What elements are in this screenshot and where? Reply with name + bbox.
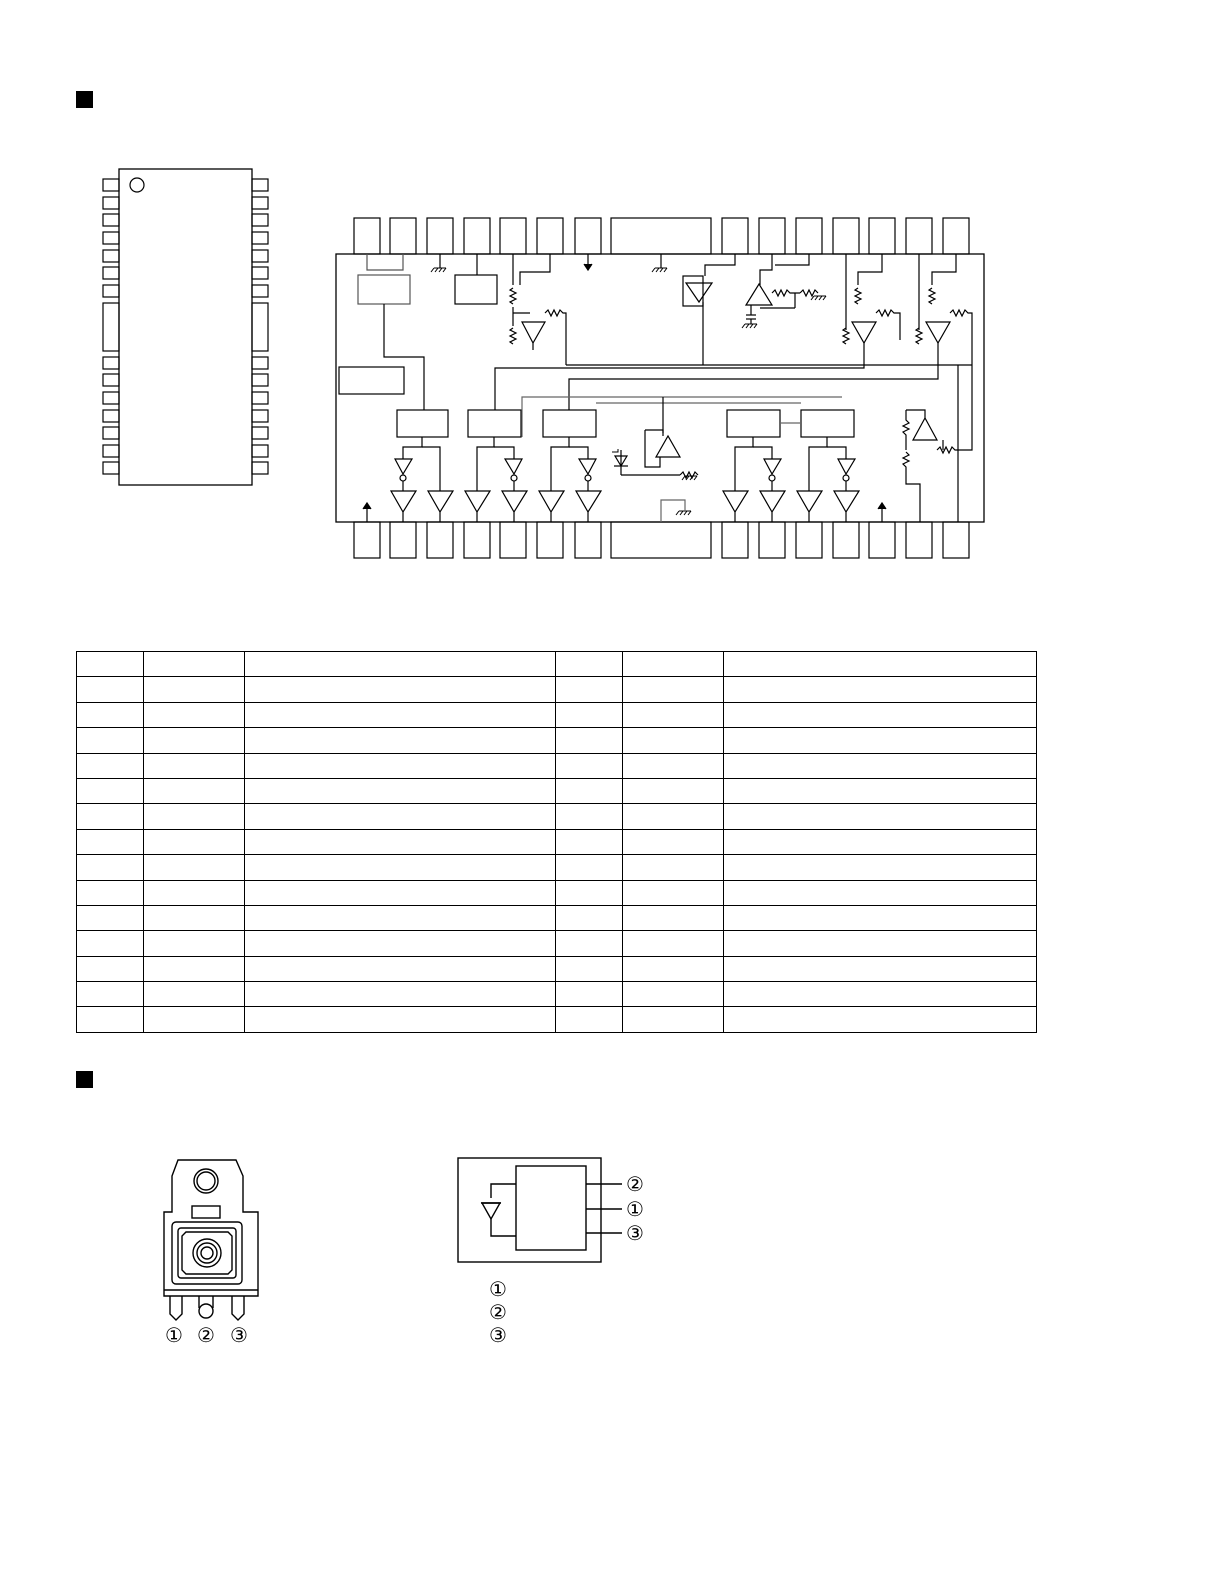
table-cell: [623, 829, 724, 854]
table-cell: [623, 778, 724, 803]
table-cell: [77, 753, 144, 778]
table-cell: [556, 702, 623, 727]
table-cell: [77, 728, 144, 753]
table-cell: [724, 829, 1037, 854]
table-row: [77, 956, 1037, 981]
table-cell: [556, 728, 623, 753]
table-cell: [77, 829, 144, 854]
table-cell: [144, 956, 245, 981]
table-cell: [77, 982, 144, 1007]
block-diagram: [336, 218, 984, 558]
table-row: [77, 1007, 1037, 1032]
bottom-pin-row: [354, 522, 969, 558]
table-row: [77, 804, 1037, 829]
table-cell: [724, 753, 1037, 778]
table-cell: [556, 1007, 623, 1032]
table-cell: [144, 804, 245, 829]
table-cell: [77, 1007, 144, 1032]
table-cell: [144, 1007, 245, 1032]
table-cell: [245, 1007, 556, 1032]
table-cell: [245, 905, 556, 930]
table-cell: [623, 804, 724, 829]
table-cell: [144, 855, 245, 880]
table-cell: [77, 652, 144, 677]
table-cell: [77, 855, 144, 880]
table-cell: [724, 982, 1037, 1007]
table-cell: [77, 677, 144, 702]
table-cell: [724, 855, 1037, 880]
table-row: [77, 702, 1037, 727]
table-row: [77, 753, 1037, 778]
table-cell: [556, 753, 623, 778]
table-cell: [556, 677, 623, 702]
front-pin-mark-2: ②: [197, 1323, 215, 1347]
table-cell: [245, 855, 556, 880]
table-cell: [245, 829, 556, 854]
legend-mark-1: ①: [489, 1277, 507, 1301]
pin-table-body: [77, 652, 1037, 1033]
table-cell: [144, 728, 245, 753]
table-row: [77, 728, 1037, 753]
table-cell: [556, 778, 623, 803]
table-cell: [623, 931, 724, 956]
table-cell: [556, 652, 623, 677]
table-cell: [77, 778, 144, 803]
front-pin-mark-1: ①: [165, 1323, 183, 1347]
table-cell: [724, 728, 1037, 753]
table-cell: [623, 677, 724, 702]
front-pin-mark-3: ③: [230, 1323, 248, 1347]
table-row: [77, 905, 1037, 930]
table-cell: [623, 855, 724, 880]
table-cell: [77, 880, 144, 905]
table-cell: [724, 652, 1037, 677]
table-cell: [144, 702, 245, 727]
table-cell: [623, 728, 724, 753]
table-cell: [623, 652, 724, 677]
table-cell: [623, 880, 724, 905]
table-row: [77, 778, 1037, 803]
table-cell: [724, 1007, 1037, 1032]
table-cell: [724, 931, 1037, 956]
table-cell: [245, 982, 556, 1007]
table-cell: [144, 829, 245, 854]
table-cell: [245, 652, 556, 677]
table-cell: [724, 804, 1037, 829]
table-cell: [245, 880, 556, 905]
table-cell: [623, 702, 724, 727]
table-cell: [144, 753, 245, 778]
table-row: [77, 931, 1037, 956]
pin-description-table: [76, 651, 1037, 1033]
table-cell: [77, 956, 144, 981]
section-bullet-optical: [76, 1071, 93, 1088]
table-cell: [245, 778, 556, 803]
table-cell: [245, 956, 556, 981]
table-cell: [77, 702, 144, 727]
table-cell: [724, 956, 1037, 981]
table-row: [77, 855, 1037, 880]
table-row: [77, 829, 1037, 854]
schematic-pin-mark-2: ②: [626, 1172, 644, 1196]
table-cell: [144, 880, 245, 905]
schematic-pin-mark-1: ①: [626, 1197, 644, 1221]
table-cell: [245, 931, 556, 956]
table-cell: [556, 829, 623, 854]
table-cell: [245, 702, 556, 727]
table-cell: [144, 931, 245, 956]
table-cell: [245, 728, 556, 753]
table-cell: [724, 677, 1037, 702]
top-pin-row: [354, 218, 969, 254]
table-cell: [245, 753, 556, 778]
table-cell: [556, 956, 623, 981]
table-cell: [724, 880, 1037, 905]
table-cell: [245, 677, 556, 702]
table-cell: [144, 982, 245, 1007]
table-cell: [556, 905, 623, 930]
table-cell: [144, 905, 245, 930]
optical-module-front-view: [164, 1160, 258, 1320]
table-cell: [144, 677, 245, 702]
table-cell: [623, 753, 724, 778]
output-buffers: [391, 491, 859, 522]
table-cell: [245, 804, 556, 829]
schematic-pin-mark-3: ③: [626, 1221, 644, 1245]
table-cell: [77, 905, 144, 930]
table-cell: [724, 905, 1037, 930]
table-cell: [623, 956, 724, 981]
optical-module-schematic: [458, 1158, 622, 1262]
ic-package-outline: [103, 169, 268, 485]
table-row: [77, 652, 1037, 677]
legend-mark-3: ③: [489, 1323, 507, 1347]
table-cell: [144, 778, 245, 803]
table-cell: [623, 905, 724, 930]
table-cell: [556, 855, 623, 880]
table-row: [77, 677, 1037, 702]
table-row: [77, 880, 1037, 905]
table-cell: [724, 778, 1037, 803]
table-cell: [724, 702, 1037, 727]
table-cell: [556, 982, 623, 1007]
table-cell: [556, 880, 623, 905]
table-cell: [623, 982, 724, 1007]
table-cell: [556, 931, 623, 956]
table-cell: [144, 652, 245, 677]
table-cell: [77, 804, 144, 829]
table-cell: [556, 804, 623, 829]
table-row: [77, 982, 1037, 1007]
table-cell: [77, 931, 144, 956]
legend-mark-2: ②: [489, 1300, 507, 1324]
table-cell: [623, 1007, 724, 1032]
